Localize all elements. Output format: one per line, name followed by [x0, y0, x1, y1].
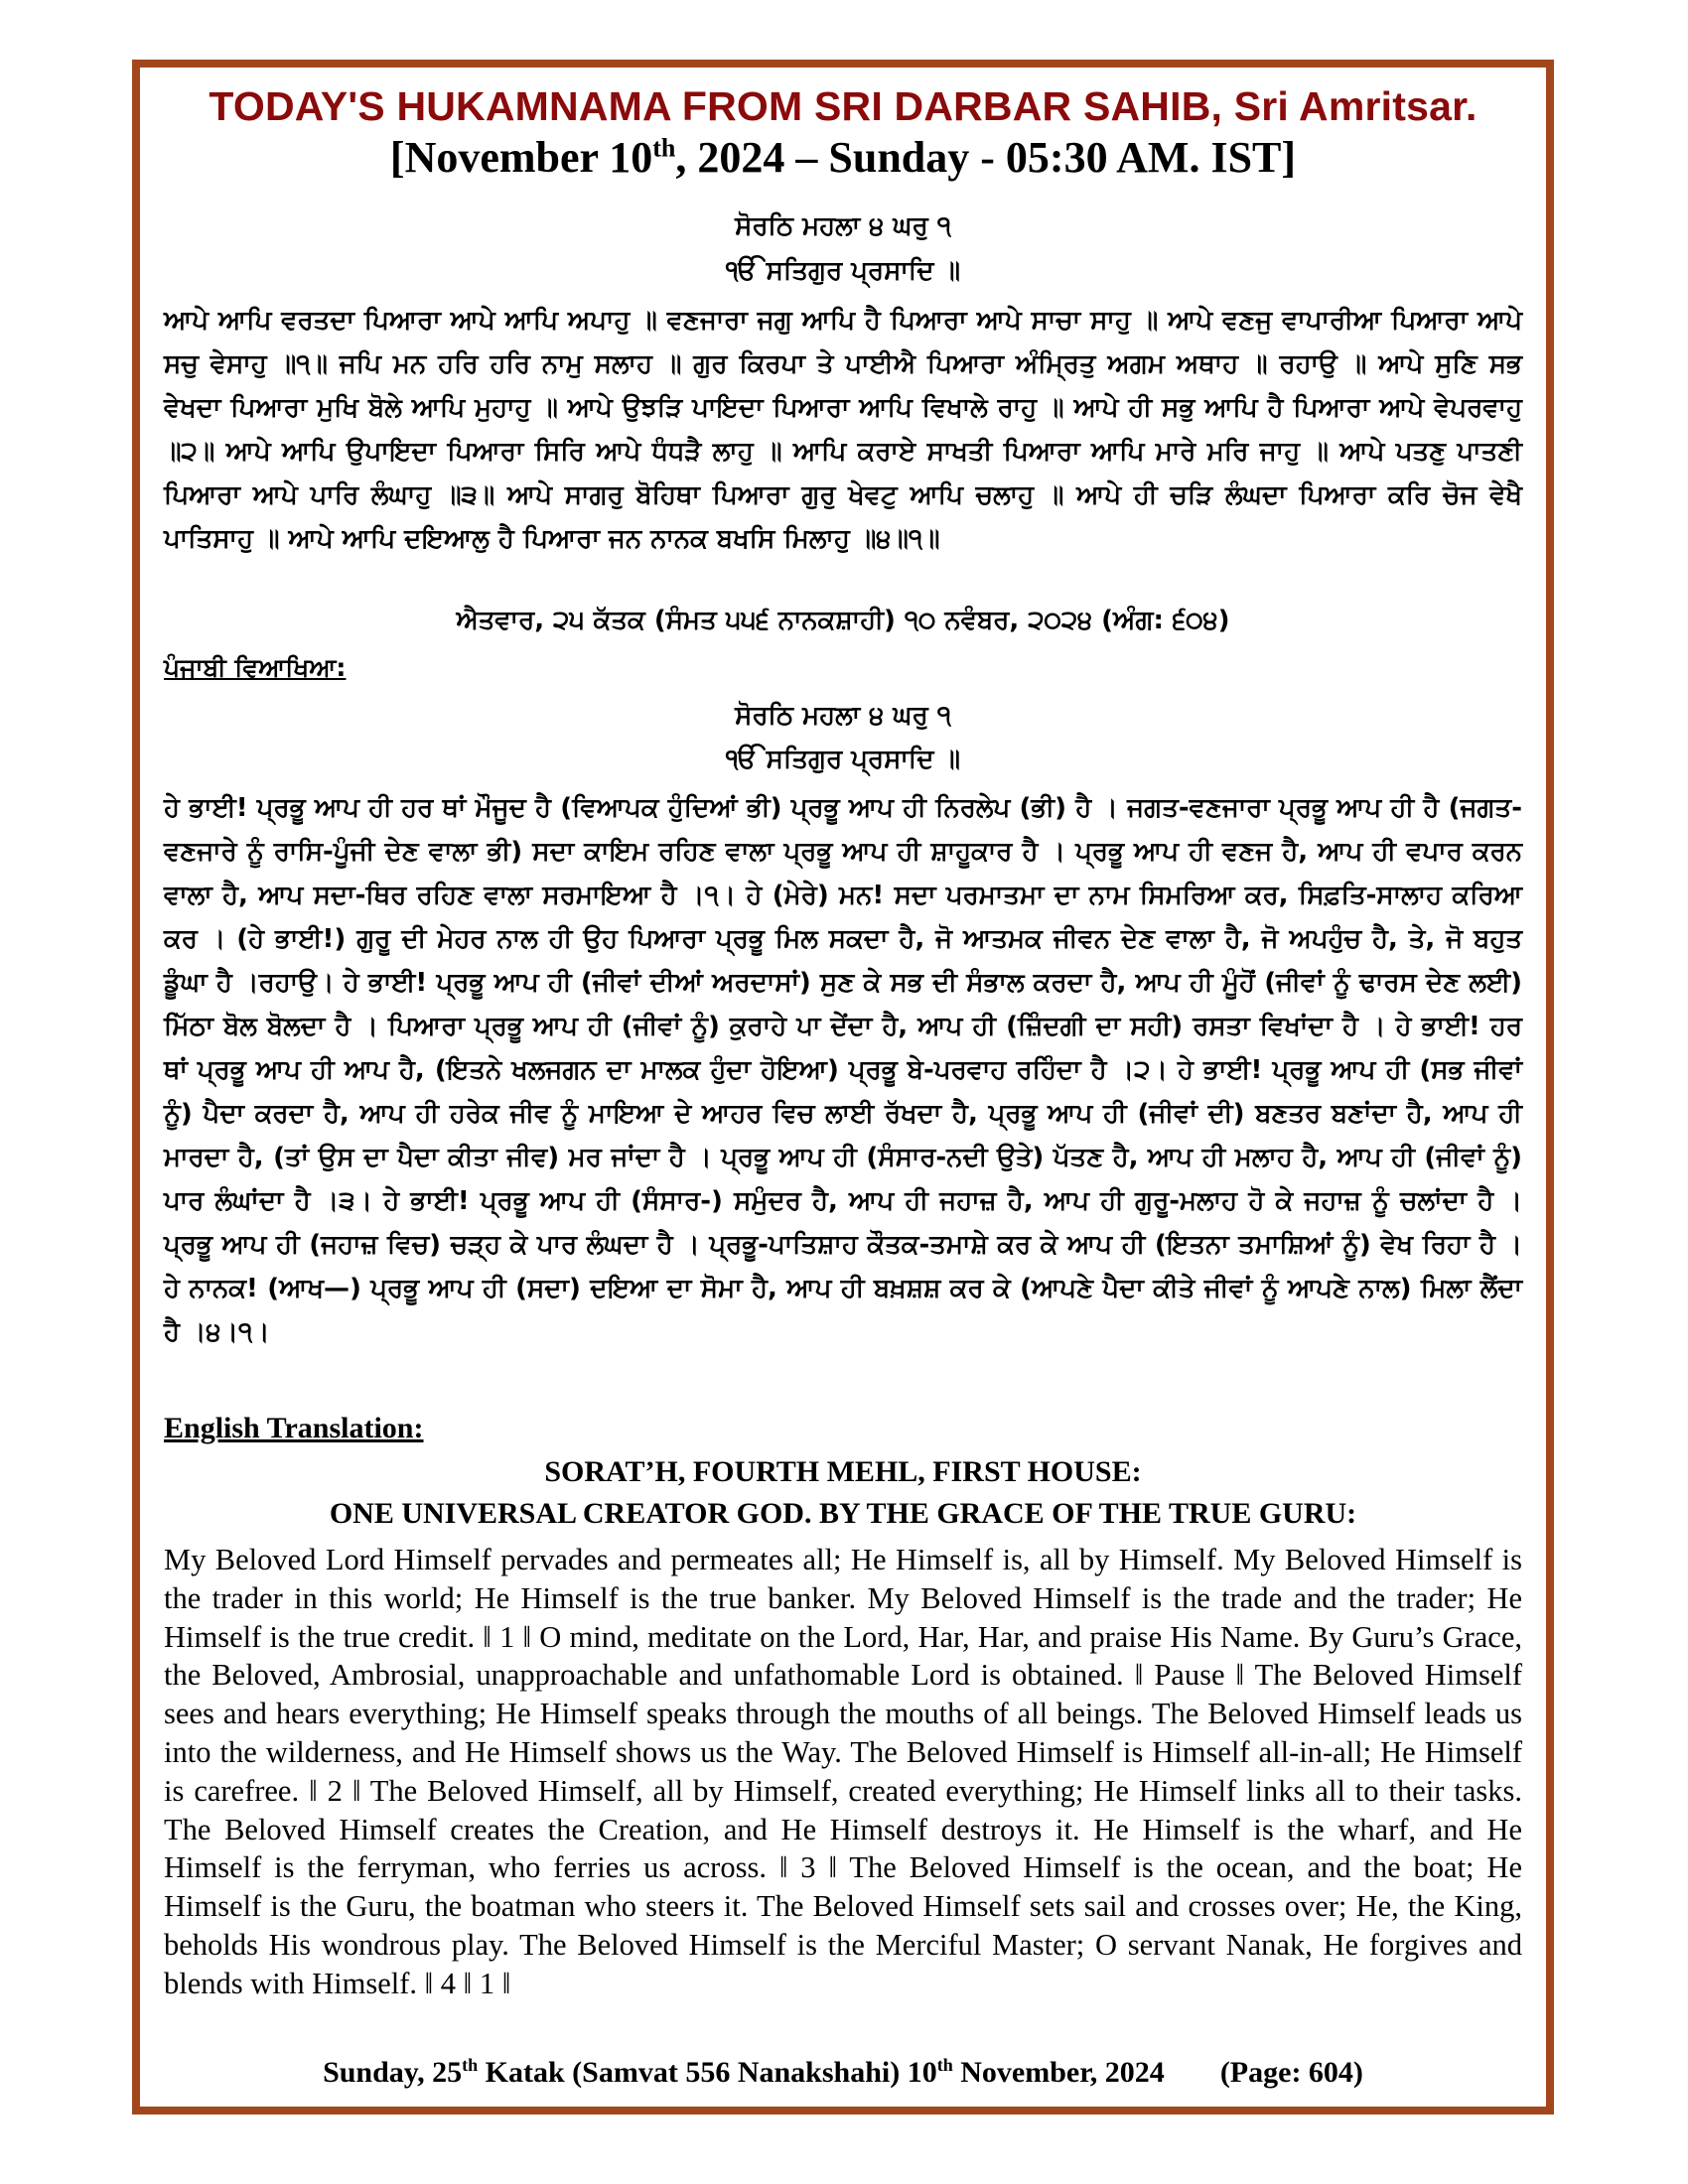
footer-date-ordinal: th: [936, 2055, 953, 2075]
english-heading-raag: SORAT’H, FOURTH MEHL, FIRST HOUSE:: [544, 1455, 1142, 1488]
footer-day: Sunday, 25: [323, 2056, 463, 2089]
footer-middle: Katak (Samvat 556 Nanakshahi) 10: [478, 2056, 937, 2089]
footer-end: November, 2024: [952, 2056, 1165, 2089]
punjabi-explanation-label: ਪੰਜਾਬੀ ਵਿਆਖਿਆ:: [164, 653, 347, 682]
footer-day-ordinal: th: [462, 2055, 479, 2075]
footer-page-number: (Page: 604): [1219, 2056, 1363, 2089]
gurbani-raag-heading: ਸੋਰਠਿ ਮਹਲਾ ੪ ਘਰੁ ੧: [735, 211, 951, 241]
english-heading-mangal: ONE UNIVERSAL CREATOR GOD. BY THE GRACE OF THE TRUE GURU:: [329, 1497, 1357, 1530]
date-time-heading: [139, 132, 1547, 183]
gurbani-mangal: ੴ ਸਤਿਗੁਰ ਪ੍ਰਸਾਦਿ ॥: [725, 256, 961, 286]
english-translation-text: My Beloved Lord Himself pervades and permeates all; He Himself is, all by Himself. My Beloved Himself is the trader in this world; He Himself is the true banker. My Beloved Himself is the trade and the trader; He Himself is the true credit. ‖ 1 ‖ O mind, meditate on the Lord, Har, Har, and praise His Name. By Guru’s Grace, the Beloved, Ambrosial, unapproachable and unfathomable Lord is obtained. ‖ Pause ‖ The Beloved Himself sees and hears everything; He Himself speaks through the mouths of all beings. The Beloved Himself leads us into the wilderness, and He Himself shows us the Way. The Beloved Himself is Himself all-in-all; He Himself is carefree. ‖ 2 ‖ The Beloved Himself, all by Himself, created everything; He Himself links all to their tasks. The Beloved Himself creates the Creation, and He Himself destroys it. He Himself is the wharf, and He Himself is the ferryman, who ferries us across. ‖ 3 ‖ The Beloved Himself is the ocean, and the boat; He Himself is the Guru, the boatman who steers it. The Beloved Himself sets sail and crosses over; He, the King, beholds His wondrous play. The Beloved Himself is the Merciful Master; O servant Nanak, He forgives and blends with Himself. ‖ 4 ‖ 1 ‖: [164, 1543, 1522, 2000]
page-title: TODAY'S HUKAMNAMA FROM SRI DARBAR SAHIB, Sri Amritsar.: [209, 83, 1477, 129]
gurbani-text: ਆਪੇ ਆਪਿ ਵਰਤਦਾ ਪਿਆਰਾ ਆਪੇ ਆਪਿ ਅਪਾਹੁ ॥ ਵਣਜਾਰਾ ਜਗੁ ਆਪਿ ਹੈ ਪਿਆਰਾ ਆਪੇ ਸਾਚਾ ਸਾਹੁ ॥ ਆਪੇ ਵਣਜੁ ਵਾਪਾਰੀਆ ਪਿਆਰਾ ਆਪੇ ਸਚੁ ਵੇਸਾਹੁ ॥੧॥ ਜਪਿ ਮਨ ਹਰਿ ਹਰਿ ਨਾਮੁ ਸਲਾਹ ॥ ਗੁਰ ਕਿਰਪਾ ਤੇ ਪਾਈਐ ਪਿਆਰਾ ਅੰਮ੍ਰਿਤੁ ਅਗਮ ਅਥਾਹ ॥ ਰਹਾਉ ॥ ਆਪੇ ਸੁਣਿ ਸਭ ਵੇਖਦਾ ਪਿਆਰਾ ਮੁਖਿ ਬੋਲੇ ਆਪਿ ਮੁਹਾਹੁ ॥ ਆਪੇ ਉਝੜਿ ਪਾਇਦਾ ਪਿਆਰਾ ਆਪਿ ਵਿਖਾਲੇ ਰਾਹੁ ॥ ਆਪੇ ਹੀ ਸਭੁ ਆਪਿ ਹੈ ਪਿਆਰਾ ਆਪੇ ਵੇਪਰਵਾਹੁ ॥੨॥ ਆਪੇ ਆਪਿ ਉਪਾਇਦਾ ਪਿਆਰਾ ਸਿਰਿ ਆਪੇ ਧੰਧੜੈ ਲਾਹੁ ॥ ਆਪਿ ਕਰਾਏ ਸਾਖਤੀ ਪਿਆਰਾ ਆਪਿ ਮਾਰੇ ਮਰਿ ਜਾਹੁ ॥ ਆਪੇ ਪਤਣੁ ਪਾਤਣੀ ਪਿਆਰਾ ਆਪੇ ਪਾਰਿ ਲੰਘਾਹੁ ॥੩॥ ਆਪੇ ਸਾਗਰੁ ਬੋਹਿਥਾ ਪਿਆਰਾ ਗੁਰੁ ਖੇਵਟੁ ਆਪਿ ਚਲਾਹੁ ॥ ਆਪੇ ਹੀ ਚੜਿ ਲੰਘਦਾ ਪਿਆਰਾ ਕਰਿ ਚੋਜ ਵੇਖੈ ਪਾਤਿਸਾਹੁ ॥ ਆਪੇ ਆਪਿ ਦਇਆਲੁ ਹੈ ਪਿਆਰਾ ਜਨ ਨਾਨਕ ਬਖਸਿ ਮਿਲਾਹੁ ॥੪॥੧॥: [164, 306, 1522, 554]
gurbani-date-line: ਐਤਵਾਰ, ੨੫ ਕੱਤਕ (ਸੰਮਤ ੫੫੬ ਨਾਨਕਸ਼ਾਹੀ) ੧੦ ਨਵੰਬਰ, ੨੦੨੪ (ਅੰਗ: ੬੦੪): [456, 606, 1230, 635]
date-ordinal: th: [652, 133, 676, 163]
vyakhya-mangal: ੴ ਸਤਿਗੁਰ ਪ੍ਰਸਾਦਿ ॥: [725, 745, 961, 774]
footer-date-line: [139, 2055, 1547, 2090]
date-prefix: [November 10: [389, 133, 653, 182]
english-translation-label: English Translation:: [164, 1412, 424, 1444]
date-suffix: , 2024 – Sunday - 05:30 AM. IST]: [675, 133, 1297, 182]
punjabi-explanation-text: ਹੇ ਭਾਈ! ਪ੍ਰਭੂ ਆਪ ਹੀ ਹਰ ਥਾਂ ਮੌਜੂਦ ਹੈ (ਵਿਆਪਕ ਹੁੰਦਿਆਂ ਭੀ) ਪ੍ਰਭੂ ਆਪ ਹੀ ਨਿਰਲੇਪ (ਭੀ) ਹੈ । ਜਗਤ-ਵਣਜਾਰਾ ਪ੍ਰਭੂ ਆਪ ਹੀ ਹੈ (ਜਗਤ-ਵਣਜਾਰੇ ਨੂੰ ਰਾਸਿ-ਪੂੰਜੀ ਦੇਣ ਵਾਲਾ ਭੀ) ਸਦਾ ਕਾਇਮ ਰਹਿਣ ਵਾਲਾ ਪ੍ਰਭੂ ਆਪ ਹੀ ਸ਼ਾਹੂਕਾਰ ਹੈ । ਪ੍ਰਭੂ ਆਪ ਹੀ ਵਣਜ ਹੈ, ਆਪ ਹੀ ਵਪਾਰ ਕਰਨ ਵਾਲਾ ਹੈ, ਆਪ ਸਦਾ-ਥਿਰ ਰਹਿਣ ਵਾਲਾ ਸਰਮਾਇਆ ਹੈ ।੧। ਹੇ (ਮੇਰੇ) ਮਨ! ਸਦਾ ਪਰਮਾਤਮਾ ਦਾ ਨਾਮ ਸਿਮਰਿਆ ਕਰ, ਸਿਫ਼ਤਿ-ਸਾਲਾਹ ਕਰਿਆ ਕਰ । (ਹੇ ਭਾਈ!) ਗੁਰੂ ਦੀ ਮੇਹਰ ਨਾਲ ਹੀ ਉਹ ਪਿਆਰਾ ਪ੍ਰਭੂ ਮਿਲ ਸਕਦਾ ਹੈ, ਜੋ ਆਤਮਕ ਜੀਵਨ ਦੇਣ ਵਾਲਾ ਹੈ, ਜੋ ਅਪਹੁੰਚ ਹੈ, ਤੇ, ਜੋ ਬਹੁਤ ਡੂੰਘਾ ਹੈ ।ਰਹਾਉ। ਹੇ ਭਾਈ! ਪ੍ਰਭੂ ਆਪ ਹੀ (ਜੀਵਾਂ ਦੀਆਂ ਅਰਦਾਸਾਂ) ਸੁਣ ਕੇ ਸਭ ਦੀ ਸੰਭਾਲ ਕਰਦਾ ਹੈ, ਆਪ ਹੀ ਮੂੰਹੋਂ (ਜੀਵਾਂ ਨੂੰ ਢਾਰਸ ਦੇਣ ਲਈ) ਮਿੱਠਾ ਬੋਲ ਬੋਲਦਾ ਹੈ । ਪਿਆਰਾ ਪ੍ਰਭੂ ਆਪ ਹੀ (ਜੀਵਾਂ ਨੂੰ) ਕੁਰਾਹੇ ਪਾ ਦੇਂਦਾ ਹੈ, ਆਪ ਹੀ (ਜ਼ਿੰਦਗੀ ਦਾ ਸਹੀ) ਰਸਤਾ ਵਿਖਾਂਦਾ ਹੈ । ਹੇ ਭਾਈ! ਹਰ ਥਾਂ ਪ੍ਰਭੂ ਆਪ ਹੀ ਆਪ ਹੈ, (ਇਤਨੇ ਖਲਜਗਨ ਦਾ ਮਾਲਕ ਹੁੰਦਾ ਹੋਇਆ) ਪ੍ਰਭੂ ਬੇ-ਪਰਵਾਹ ਰਹਿੰਦਾ ਹੈ ।੨। ਹੇ ਭਾਈ! ਪ੍ਰਭੂ ਆਪ ਹੀ (ਸਭ ਜੀਵਾਂ ਨੂੰ) ਪੈਦਾ ਕਰਦਾ ਹੈ, ਆਪ ਹੀ ਹਰੇਕ ਜੀਵ ਨੂੰ ਮਾਇਆ ਦੇ ਆਹਰ ਵਿਚ ਲਾਈ ਰੱਖਦਾ ਹੈ, ਪ੍ਰਭੂ ਆਪ ਹੀ (ਜੀਵਾਂ ਦੀ) ਬਣਤਰ ਬਣਾਂਦਾ ਹੈ, ਆਪ ਹੀ ਮਾਰਦਾ ਹੈ, (ਤਾਂ ਉਸ ਦਾ ਪੈਦਾ ਕੀਤਾ ਜੀਵ) ਮਰ ਜਾਂਦਾ ਹੈ । ਪ੍ਰਭੂ ਆਪ ਹੀ (ਸੰਸਾਰ-ਨਦੀ ਉਤੇ) ਪੱਤਣ ਹੈ, ਆਪ ਹੀ ਮਲਾਹ ਹੈ, ਆਪ ਹੀ (ਜੀਵਾਂ ਨੂੰ) ਪਾਰ ਲੰਘਾਂਦਾ ਹੈ ।੩। ਹੇ ਭਾਈ! ਪ੍ਰਭੂ ਆਪ ਹੀ (ਸੰਸਾਰ-) ਸਮੁੰਦਰ ਹੈ, ਆਪ ਹੀ ਜਹਾਜ਼ ਹੈ, ਆਪ ਹੀ ਗੁਰੂ-ਮਲਾਹ ਹੋ ਕੇ ਜਹਾਜ਼ ਨੂੰ ਚਲਾਂਦਾ ਹੈ । ਪ੍ਰਭੂ ਆਪ ਹੀ (ਜਹਾਜ਼ ਵਿਚ) ਚੜ੍ਹ ਕੇ ਪਾਰ ਲੰਘਦਾ ਹੈ । ਪ੍ਰਭੂ-ਪਾਤਿਸ਼ਾਹ ਕੌਤਕ-ਤਮਾਸ਼ੇ ਕਰ ਕੇ ਆਪ ਹੀ (ਇਤਨਾ ਤਮਾਸ਼ਿਆਂ ਨੂੰ) ਵੇਖ ਰਿਹਾ ਹੈ । ਹੇ ਨਾਨਕ! (ਆਖ—) ਪ੍ਰਭੂ ਆਪ ਹੀ (ਸਦਾ) ਦਇਆ ਦਾ ਸੋਮਾ ਹੈ, ਆਪ ਹੀ ਬਖ਼ਸ਼ਸ਼ ਕਰ ਕੇ (ਆਪਣੇ ਪੈਦਾ ਕੀਤੇ ਜੀਵਾਂ ਨੂੰ ਆਪਣੇ ਨਾਲ) ਮਿਲਾ ਲੈਂਦਾ ਹੈ ।੪।੧।: [164, 793, 1522, 1347]
vyakhya-raag-heading: ਸੋਰਠਿ ਮਹਲਾ ੪ ਘਰੁ ੧: [735, 701, 951, 731]
